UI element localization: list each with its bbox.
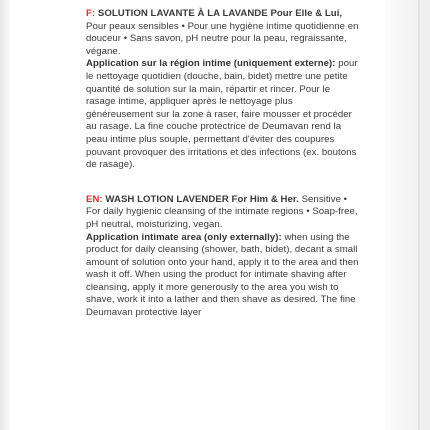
box-right-edge	[382, 0, 430, 430]
french-application-text: pour le nettoyage quotidien (douche, bain, bidet) mettre une petite quantité de solution sur la main, répartir et rincer. Pour le rasage intime, appliquer après le nettoyage plus généreusement sur la zone à raser, faire mousser et procéder au rasage. La fine couche protectrice de Deumavan rend la peau intime plus souple, permettant d'éviter des coupures pouvant provoquer des irritations et des infections (ex. boutons de rasage).	[86, 58, 358, 171]
french-application-label: Application sur la région intime (uniquement externe):	[86, 58, 336, 70]
english-product-heading: WASH LOTION LAVENDER For Him & Her.	[105, 193, 299, 205]
box-fold-line	[418, 0, 420, 430]
section-spacer	[86, 172, 360, 194]
french-product-heading: SOLUTION LAVANTE À LA LAVANDE Pour Elle & Lui,	[97, 8, 343, 19]
ingredient-label-text	[86, 0, 360, 430]
box-left-edge	[0, 0, 12, 430]
english-application-label: Application intimate area (only externally):	[86, 231, 282, 243]
french-intro-text: Pour peaux sensibles • Pour une hygiène intime quotidienne en douceur • Sans savon, pH neutre pour la peau, regraissante, végane.	[86, 20, 359, 57]
english-application-text: when using the product for daily cleansing (shower, bath, bidet), decant a small amount of solution onto your hand, apply it to the area and then wash it off. When using the product for intimate shaving after cleansing, apply it more generously to the area you wish to shave, work it into a lather and then shave as desired. The fine Deumavan protective layer	[86, 231, 359, 319]
english-intro-text: Sensitive • For daily hygienic cleansing of the intimate regions • Soap-free, pH neutral, moisturizing, vegan.	[86, 193, 358, 230]
french-language-code: F:	[86, 8, 96, 19]
english-language-code: EN:	[86, 193, 103, 205]
english-section	[86, 194, 360, 320]
french-section	[86, 8, 360, 172]
